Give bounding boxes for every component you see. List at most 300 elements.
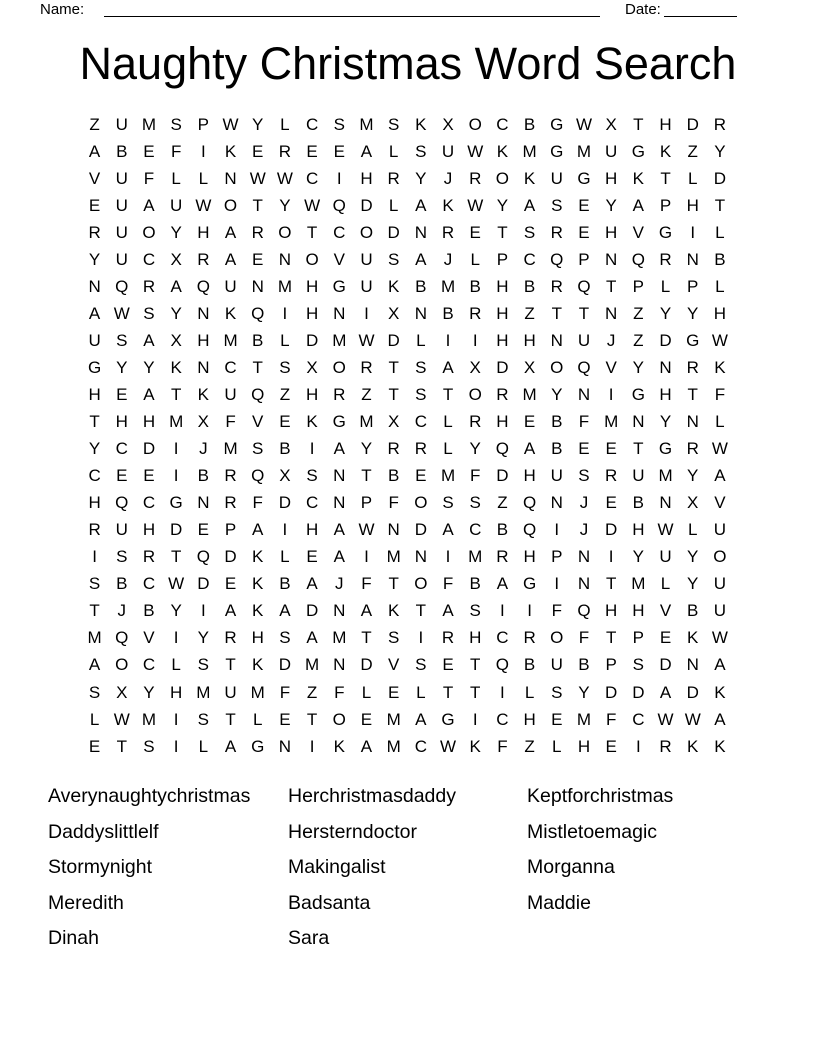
grid-letter: E <box>605 439 617 459</box>
grid-letter: X <box>442 114 454 134</box>
grid-letter: H <box>523 709 536 729</box>
grid-letter: F <box>361 574 372 594</box>
grid-letter: K <box>387 276 400 296</box>
grid-letter: F <box>388 493 399 513</box>
grid-letter: I <box>445 547 451 567</box>
grid-letter: E <box>523 412 536 432</box>
grid-letter: S <box>88 682 101 702</box>
grid-letter: Y <box>551 384 563 404</box>
grid-letter: Y <box>659 412 672 432</box>
grid-letter: I <box>527 601 532 621</box>
grid-letter: I <box>608 384 614 404</box>
grid-letter: N <box>333 303 346 323</box>
grid-letter: U <box>550 466 563 486</box>
grid-letter: R <box>224 493 237 513</box>
grid-letter: Z <box>279 384 291 404</box>
grid-letter: N <box>686 412 699 432</box>
grid-letter: I <box>554 574 560 594</box>
grid-letter: E <box>551 709 563 729</box>
grid-letter: K <box>714 357 726 377</box>
grid-letter: U <box>550 655 563 675</box>
grid-letter: Q <box>577 601 591 621</box>
grid-letter: A <box>224 222 237 242</box>
grid-letter: A <box>496 574 509 594</box>
grid-letter: D <box>142 439 156 459</box>
grid-letter: A <box>523 439 536 459</box>
grid-letter: N <box>333 601 346 621</box>
grid-letter: K <box>387 601 400 621</box>
grid-letter: F <box>225 412 236 432</box>
grid-letter: U <box>550 168 563 188</box>
grid-letter: H <box>88 493 101 513</box>
grid-letter: E <box>360 709 373 729</box>
grid-letter: M <box>440 466 456 486</box>
grid-letter: N <box>387 520 400 540</box>
grid-letter: U <box>224 276 237 296</box>
grid-letter: L <box>443 412 453 432</box>
grid-letter: E <box>659 628 672 648</box>
grid-letter: T <box>252 357 263 377</box>
grid-letter: I <box>445 330 451 350</box>
grid-letter: P <box>224 520 237 540</box>
grid-letter: C <box>142 493 156 513</box>
grid-letter: K <box>252 547 264 567</box>
grid-letter: N <box>550 493 563 513</box>
grid-letter: M <box>631 574 646 594</box>
grid-letter: T <box>225 709 236 729</box>
grid-letter: Y <box>687 547 699 567</box>
grid-letter: B <box>551 412 563 432</box>
grid-letter: F <box>605 709 617 729</box>
grid-letter: K <box>224 303 237 323</box>
puzzle-title: Naughty Christmas Word Search <box>79 38 737 89</box>
grid-letter: L <box>687 168 698 188</box>
grid-letter: A <box>143 330 155 350</box>
grid-letter: O <box>414 493 428 513</box>
grid-letter: T <box>89 412 100 432</box>
grid-letter: A <box>88 655 101 675</box>
grid-letter: C <box>523 249 536 269</box>
grid-letter: A <box>143 384 155 404</box>
grid-letter: L <box>552 736 562 756</box>
grid-letter: J <box>606 330 616 350</box>
grid-letter: G <box>251 736 265 756</box>
grid-letter: D <box>686 682 699 702</box>
grid-letter: B <box>551 439 563 459</box>
grid-letter: L <box>416 330 426 350</box>
grid-letter: J <box>117 601 127 621</box>
grid-letter: D <box>387 222 400 242</box>
grid-letter: V <box>605 357 617 377</box>
grid-letter: P <box>632 628 645 648</box>
grid-letter: R <box>523 628 536 648</box>
grid-letter: A <box>279 601 291 621</box>
grid-letter: A <box>659 682 672 702</box>
grid-letter: T <box>605 628 617 648</box>
grid-letter: O <box>305 249 319 269</box>
grid-letter: C <box>496 628 509 648</box>
grid-letter: T <box>605 574 617 594</box>
grid-letter: G <box>686 330 700 350</box>
grid-letter: D <box>170 520 183 540</box>
grid-letter: D <box>659 330 672 350</box>
grid-letter: D <box>605 682 618 702</box>
grid-letter: B <box>687 601 699 621</box>
grid-letter: T <box>306 222 318 242</box>
word-list-item: Meredith <box>48 891 124 914</box>
word-list-item: Morganna <box>527 856 615 879</box>
grid-letter: B <box>252 330 264 350</box>
grid-letter: A <box>333 547 345 567</box>
grid-letter: M <box>250 682 265 702</box>
grid-letter: V <box>387 655 400 675</box>
grid-letter: A <box>360 601 373 621</box>
grid-letter: E <box>252 249 264 269</box>
grid-letter: O <box>414 574 428 594</box>
grid-letter: S <box>170 114 182 134</box>
grid-letter: X <box>306 357 318 377</box>
grid-letter: I <box>173 628 179 648</box>
grid-letter: L <box>715 276 725 296</box>
grid-letter: N <box>605 249 618 269</box>
grid-letter: W <box>276 168 293 188</box>
grid-letter: B <box>279 439 291 459</box>
grid-letter: T <box>470 655 481 675</box>
grid-letter: R <box>387 168 400 188</box>
grid-letter: Z <box>687 141 698 161</box>
grid-letter: T <box>306 709 318 729</box>
grid-letter: D <box>632 682 645 702</box>
grid-letter: B <box>578 655 590 675</box>
grid-letter: T <box>442 682 454 702</box>
grid-letter: F <box>470 466 481 486</box>
grid-letter: T <box>170 547 182 567</box>
grid-letter: Q <box>495 655 510 675</box>
grid-letter: Y <box>687 303 699 323</box>
grid-letter: L <box>198 168 209 188</box>
grid-letter: R <box>88 222 101 242</box>
grid-letter: I <box>500 682 505 702</box>
grid-letter: S <box>415 141 427 161</box>
grid-letter: W <box>168 574 185 594</box>
grid-letter: E <box>88 195 101 215</box>
word-list-column <box>288 779 456 957</box>
grid-letter: W <box>358 520 375 540</box>
grid-letter: Y <box>88 439 101 459</box>
grid-letter: D <box>360 195 373 215</box>
grid-letter: G <box>550 141 564 161</box>
grid-letter: D <box>197 574 210 594</box>
grid-letter: Q <box>196 547 210 567</box>
grid-letter: W <box>711 330 728 350</box>
grid-letter: W <box>657 520 674 540</box>
grid-letter: S <box>387 114 400 134</box>
grid-letter: D <box>278 655 292 675</box>
grid-letter: S <box>387 249 400 269</box>
grid-letter: I <box>364 303 369 323</box>
grid-letter: U <box>115 222 128 242</box>
grid-letter: C <box>632 709 645 729</box>
grid-letter: D <box>278 493 292 513</box>
grid-letter: K <box>224 141 237 161</box>
grid-letter: K <box>252 601 264 621</box>
grid-letter: X <box>523 357 536 377</box>
grid-letter: X <box>687 493 699 513</box>
grid-letter: U <box>713 574 727 594</box>
grid-letter: K <box>632 168 645 188</box>
grid-letter: N <box>414 303 427 323</box>
grid-letter: R <box>469 412 482 432</box>
name-label: Name: <box>40 1 85 18</box>
grid-letter: K <box>714 736 726 756</box>
grid-letter: I <box>282 520 288 540</box>
grid-letter: D <box>659 655 672 675</box>
grid-letter: S <box>333 114 345 134</box>
grid-letter: Q <box>115 628 129 648</box>
grid-letter: F <box>442 574 454 594</box>
grid-letter: H <box>605 601 618 621</box>
grid-letter: L <box>443 439 453 459</box>
grid-letter: R <box>441 628 455 648</box>
grid-letter: Z <box>633 303 644 323</box>
grid-letter: E <box>578 439 590 459</box>
grid-letter: A <box>415 195 427 215</box>
grid-letter: H <box>577 736 591 756</box>
grid-letter: W <box>684 709 701 729</box>
grid-letter: O <box>495 168 510 188</box>
grid-letter: H <box>170 682 183 702</box>
date-fill-line <box>664 0 737 17</box>
grid-letter: F <box>252 493 263 513</box>
grid-letter: S <box>551 195 563 215</box>
word-list-item: Keptforchristmas <box>527 785 674 807</box>
grid-letter: W <box>113 709 130 729</box>
grid-letter: H <box>605 222 618 242</box>
grid-letter: K <box>170 357 182 377</box>
grid-letter: I <box>336 168 342 188</box>
grid-letter: S <box>279 357 291 377</box>
grid-letter: D <box>686 114 699 134</box>
grid-letter: Y <box>578 682 590 702</box>
grid-letter: B <box>496 520 509 540</box>
grid-letter: S <box>116 330 128 350</box>
grid-letter: B <box>632 493 645 513</box>
grid-letter: A <box>714 655 726 675</box>
grid-letter: N <box>333 655 346 675</box>
grid-letter: Z <box>524 736 535 756</box>
grid-letter: M <box>468 547 483 567</box>
grid-letter: L <box>715 412 725 432</box>
grid-letter: T <box>633 439 644 459</box>
grid-letter: S <box>415 384 427 404</box>
grid-letter: H <box>142 520 156 540</box>
grid-letter: C <box>142 574 156 594</box>
grid-letter: K <box>523 168 536 188</box>
grid-letter: U <box>632 466 645 486</box>
grid-letter: G <box>522 574 537 594</box>
grid-letter: I <box>282 303 288 323</box>
grid-letter: Y <box>659 303 672 323</box>
grid-letter: S <box>442 493 454 513</box>
grid-letter: R <box>360 357 373 377</box>
grid-letter: U <box>605 141 618 161</box>
grid-letter: Y <box>170 601 182 621</box>
grid-letter: P <box>659 195 672 215</box>
grid-letter: X <box>197 412 210 432</box>
grid-letter: W <box>440 736 457 756</box>
grid-letter: R <box>251 222 264 242</box>
grid-letter: O <box>332 357 346 377</box>
grid-letter: I <box>554 520 560 540</box>
grid-letter: N <box>632 412 645 432</box>
grid-letter: Y <box>496 195 509 215</box>
grid-letter: T <box>225 655 236 675</box>
grid-letter: U <box>360 276 373 296</box>
grid-letter: D <box>414 520 427 540</box>
grid-letter: O <box>550 628 564 648</box>
grid-letter: Q <box>522 493 537 513</box>
grid-letter: Z <box>633 330 644 350</box>
grid-letter: T <box>687 384 698 404</box>
grid-letter: W <box>195 195 212 215</box>
grid-letter: D <box>305 330 319 350</box>
grid-letter: E <box>143 141 155 161</box>
grid-letter: S <box>197 655 210 675</box>
grid-letter: Y <box>252 114 264 134</box>
grid-letter: X <box>469 357 481 377</box>
grid-letter: S <box>469 493 481 513</box>
grid-letter: I <box>364 547 369 567</box>
grid-letter: D <box>713 168 727 188</box>
grid-letter: U <box>659 547 672 567</box>
grid-letter: W <box>249 168 266 188</box>
grid-letter: Y <box>632 547 645 567</box>
grid-letter: S <box>143 736 155 756</box>
grid-letter: E <box>224 574 237 594</box>
grid-letter: M <box>196 682 211 702</box>
grid-letter: R <box>224 466 237 486</box>
grid-letter: X <box>279 466 291 486</box>
grid-letter: H <box>605 168 618 188</box>
grid-letter: U <box>224 384 237 404</box>
grid-letter: E <box>306 547 318 567</box>
grid-letter: O <box>278 222 292 242</box>
grid-letter: C <box>142 249 156 269</box>
grid-letter: U <box>224 682 237 702</box>
grid-letter: M <box>87 628 102 648</box>
grid-letter: S <box>252 439 264 459</box>
grid-letter: N <box>659 493 672 513</box>
grid-letter: E <box>469 222 481 242</box>
grid-letter: I <box>173 439 179 459</box>
grid-letter: X <box>170 249 182 269</box>
grid-letter: R <box>550 222 563 242</box>
grid-letter: U <box>441 141 455 161</box>
grid-letter: Q <box>522 520 537 540</box>
grid-letter: X <box>387 303 400 323</box>
grid-letter: O <box>713 547 727 567</box>
grid-letter: C <box>469 520 482 540</box>
grid-letter: M <box>604 412 619 432</box>
grid-letter: Q <box>251 303 265 323</box>
grid-letter: G <box>658 439 673 459</box>
grid-letter: C <box>88 466 101 486</box>
grid-letter: N <box>197 357 210 377</box>
grid-letter: C <box>305 493 319 513</box>
grid-letter: V <box>333 249 345 269</box>
grid-letter: N <box>224 168 237 188</box>
grid-letter: A <box>333 520 345 540</box>
grid-letter: Y <box>170 222 182 242</box>
grid-letter: R <box>469 303 482 323</box>
grid-letter: A <box>442 601 454 621</box>
grid-letter: M <box>576 141 592 161</box>
grid-letter: L <box>660 276 671 296</box>
grid-letter: W <box>113 303 130 323</box>
grid-letter: U <box>115 249 128 269</box>
grid-letter: M <box>169 412 184 432</box>
grid-letter: W <box>358 330 375 350</box>
grid-letter: A <box>523 195 536 215</box>
grid-letter: Y <box>687 466 699 486</box>
grid-letter: J <box>335 574 344 594</box>
grid-letter: V <box>252 412 264 432</box>
grid-letter: O <box>468 114 482 134</box>
grid-letter: B <box>469 276 481 296</box>
grid-letter: I <box>173 709 179 729</box>
grid-letter: N <box>414 222 427 242</box>
grid-letter: S <box>306 466 318 486</box>
grid-letter: H <box>659 384 672 404</box>
grid-letter: H <box>360 168 373 188</box>
grid-letter: I <box>500 601 505 621</box>
grid-letter: L <box>280 114 290 134</box>
grid-letter: G <box>332 276 346 296</box>
grid-letter: B <box>415 276 427 296</box>
grid-letter: U <box>577 330 591 350</box>
grid-letter: R <box>659 736 672 756</box>
grid-letter: D <box>305 601 319 621</box>
grid-letter: T <box>633 114 644 134</box>
grid-letter: B <box>469 574 481 594</box>
grid-letter: T <box>551 303 562 323</box>
grid-letter: B <box>523 114 536 134</box>
grid-letter: L <box>715 222 725 242</box>
grid-letter: A <box>306 628 318 648</box>
grid-letter: C <box>142 655 156 675</box>
grid-letter: M <box>223 439 238 459</box>
grid-letter: B <box>387 466 400 486</box>
word-list-item: Maddie <box>527 891 591 914</box>
word-list-column <box>48 779 250 957</box>
grid-letter: G <box>631 384 645 404</box>
grid-letter: A <box>415 709 427 729</box>
grid-letter: U <box>170 195 183 215</box>
grid-letter: R <box>469 168 482 188</box>
grid-letter: N <box>278 736 292 756</box>
grid-letter: H <box>713 303 727 323</box>
grid-letter: T <box>660 168 671 188</box>
grid-letter: G <box>631 141 645 161</box>
grid-letter: U <box>88 330 101 350</box>
grid-letter: M <box>386 736 401 756</box>
grid-letter: O <box>550 357 564 377</box>
grid-letter: N <box>577 384 591 404</box>
grid-letter: P <box>360 493 373 513</box>
grid-letter: G <box>441 709 455 729</box>
grid-letter: Y <box>116 357 128 377</box>
grid-letter: R <box>496 384 509 404</box>
